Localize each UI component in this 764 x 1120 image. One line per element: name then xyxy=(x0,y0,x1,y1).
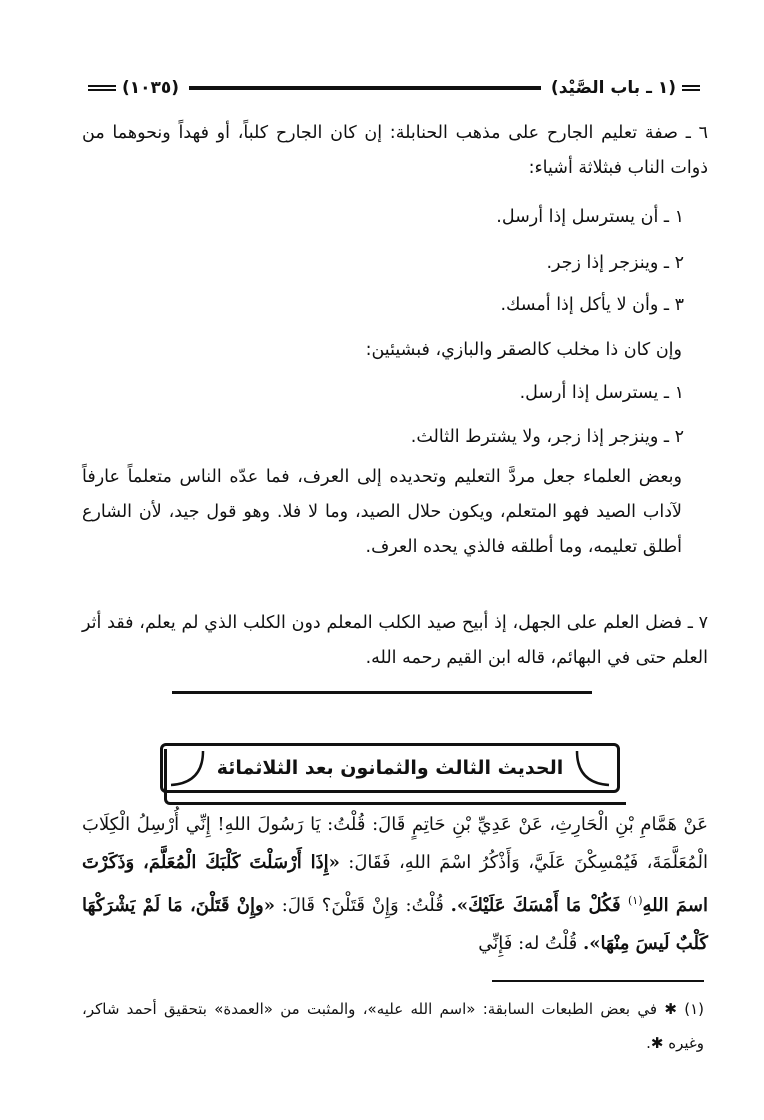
item-6-text: صفة تعليم الجارح على مذهب الحنابلة: إن كان الجارح كلباً، أو فهداً ونحوهما من ذوات الناب فبثلاثة أشياء: xyxy=(82,123,708,178)
header-rule xyxy=(189,86,541,90)
item-7-number: ٧ ـ xyxy=(687,613,708,633)
hadith-text xyxy=(82,806,708,963)
dog-condition-3: ٣ ـ وأن لا يأكل إذا أمسك. xyxy=(500,295,684,315)
dog-condition-1: ١ ـ أن يسترسل إذا أرسل. xyxy=(496,207,684,227)
title-corner-ornament-left xyxy=(169,749,207,787)
dog-condition-2: ٢ ـ وينزجر إذا زجر. xyxy=(546,253,684,273)
item-7-text: فضل العلم على الجهل، إذ أبيح صيد الكلب المعلم دون الكلب الذي لم يعلم، فقد أثر العلم حتى في البهائم، قاله ابن القيم رحمه الله. xyxy=(82,613,708,668)
footnote-text: ✱ في بعض الطبعات السابقة: «اسم الله عليه»، والمثبت من «العمدة» بتحقيق أحمد شاكر، وغيره ✱. xyxy=(82,1000,704,1052)
birds-intro: وإن كان ذا مخلب كالصقر والبازي، فبشيئين: xyxy=(365,340,682,360)
footnote-rule xyxy=(492,980,704,982)
footnote xyxy=(82,992,704,1060)
footnote-marker: (١) xyxy=(627,894,643,907)
header-ornament-right xyxy=(682,85,700,91)
page-number: (١٠٣٥) xyxy=(122,78,180,98)
hadith-narration-1: عَنْ هَمَّامِ بْنِ الْحَارِثِ، عَنْ عَدِيِّ بْنِ حَاتِمٍ قَالَ: قُلْتُ: يَا رَسُولَ اللهِ! إِنِّي أُرْسِلُ الْكِلَابَ الْمُعَلَّمَةَ، فَيُمْسِكْنَ عَلَيَّ، وَأَذْكُرُ اسْمَ اللهِ، فَقَالَ: xyxy=(82,814,708,873)
section-divider xyxy=(172,691,592,694)
hadith-narration-3: قُلْتُ له: فَإِنِّي xyxy=(478,933,584,954)
bird-condition-1: ١ ـ يسترسل إذا أرسل. xyxy=(519,383,684,403)
hadith-title-box xyxy=(160,743,620,793)
footnote-number: (١) xyxy=(684,1000,704,1018)
custom-paragraph: وبعض العلماء جعل مردَّ التعليم وتحديده إلى العرف، فما عدّه الناس متعلماً عارفاً لآداب الصيد فهو المتعلم، ويكون حلال الصيد، وما لا فلا. وهو قول جيد، لأن الشارع أطلق تعليمه، وما أطلقه فالذي يحده العرف. xyxy=(82,467,682,557)
hadith-narration-2: قُلْتُ: وَإِنْ قَتَلْنَ؟ قَالَ: xyxy=(274,895,451,916)
item-6 xyxy=(82,116,708,186)
title-corner-ornament-right xyxy=(573,749,611,787)
running-header xyxy=(88,74,700,102)
bird-condition-2: ٢ ـ وينزجر إذا زجر، ولا يشترط الثالث. xyxy=(410,427,684,447)
hadith-title: الحديث الثالث والثمانون بعد الثلاثمائة xyxy=(216,757,564,779)
prophet-quote-1: «إِذَا أَرْسَلْتَ كَلْبَكَ الْمُعَلَّمَ، وَذَكَرْتَ اسمَ اللهِ xyxy=(82,852,708,916)
prophet-quote-1-end: فَكُلْ مَا أَمْسَكَ عَلَيْكَ». xyxy=(450,895,628,916)
item-7 xyxy=(82,606,708,676)
header-ornament-left xyxy=(88,85,116,91)
chapter-heading: (١ ـ باب الصَّيْد) xyxy=(550,78,676,98)
item-6-number: ٦ ـ xyxy=(685,123,708,143)
prophet-quote-2: «وإِنْ قَتَلْنَ، مَا لَمْ يَشْرَكْهَا كَلْبٌ لَيسَ مِنْهَا». xyxy=(82,895,708,954)
